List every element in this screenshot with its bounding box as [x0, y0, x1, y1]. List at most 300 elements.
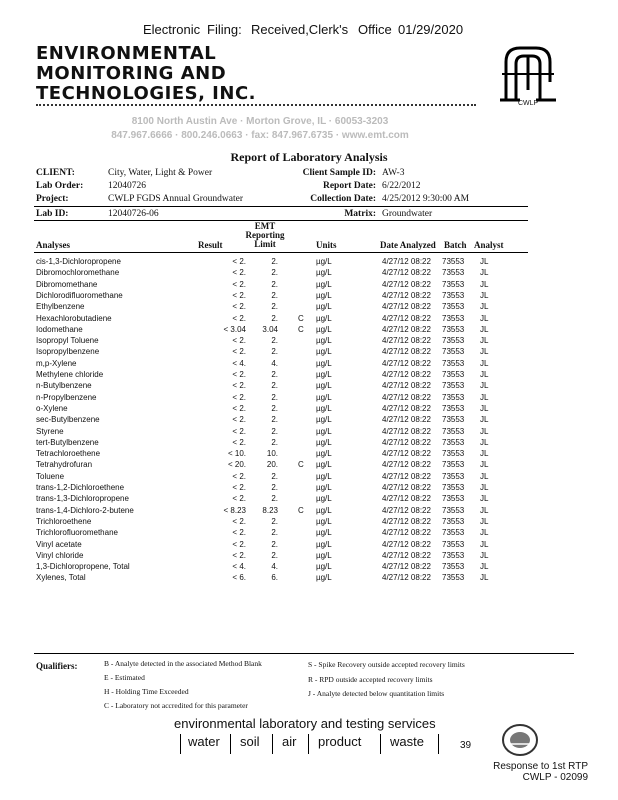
batch-number: 73553: [442, 449, 465, 459]
date-analyzed: 4/27/12 08:22: [382, 505, 431, 515]
result-value: < 2.: [232, 290, 246, 300]
footer-tagline: environmental laboratory and testing services: [174, 716, 436, 731]
analyst-initials: JL: [480, 358, 489, 368]
date-analyzed: 4/27/12 08:22: [382, 336, 431, 346]
date-analyzed: 4/27/12 08:22: [382, 403, 431, 413]
analysis-name: 1,3-Dichloropropene, Total: [36, 562, 130, 572]
reporting-limit: 20.: [266, 460, 278, 470]
analysis-name: Vinyl acetate: [36, 539, 82, 549]
result-value: < 2.: [232, 426, 246, 436]
col-emt-line1: EMT: [254, 221, 276, 231]
date-analyzed: 4/27/12 08:22: [382, 562, 431, 572]
service-water: water: [188, 734, 220, 749]
analyst-initials: JL: [480, 471, 489, 481]
units-value: µg/L: [316, 313, 332, 323]
reporting-limit: 2.: [271, 516, 278, 526]
qualifier-c: C - Laboratory not accredited for this parameter: [104, 701, 248, 710]
company-name-line1: ENVIRONMENTAL: [36, 43, 217, 64]
analyst-initials: JL: [480, 279, 489, 289]
analysis-name: sec-Butylbenzene: [36, 415, 100, 425]
lab-id-value: 12040726-06: [108, 209, 159, 219]
date-analyzed: 4/27/12 08:22: [382, 381, 431, 391]
units-value: µg/L: [316, 257, 332, 266]
reporting-limit: 2.: [271, 483, 278, 492]
batch-number: 73553: [442, 257, 465, 266]
date-analyzed: 4/27/12 08:22: [382, 460, 431, 470]
reporting-limit: 2.: [271, 471, 278, 481]
batch-number: 73553: [442, 268, 465, 278]
date-analyzed: 4/27/12 08:22: [382, 415, 431, 425]
matrix-label: Matrix:: [344, 209, 376, 219]
result-value: < 2.: [232, 471, 246, 481]
units-value: µg/L: [316, 336, 332, 346]
batch-number: 73553: [442, 528, 465, 538]
analyst-initials: JL: [480, 336, 489, 346]
result-value: < 2.: [232, 392, 246, 402]
table-row: [34, 313, 528, 324]
units-value: µg/L: [316, 550, 332, 560]
result-value: < 2.: [232, 336, 246, 346]
table-row: [34, 346, 528, 357]
filing-label-office: Office: [358, 22, 392, 37]
units-value: µg/L: [316, 415, 332, 425]
reporting-limit: 2.: [271, 290, 278, 300]
batch-number: 73553: [442, 562, 465, 572]
result-value: < 3.04: [223, 324, 246, 334]
report-date-value: 6/22/2012: [382, 181, 421, 191]
header-rule-top: [34, 206, 528, 207]
report-date-label: Report Date:: [322, 181, 376, 191]
analysis-name: Methylene chloride: [36, 370, 104, 379]
col-batch: Batch: [444, 240, 467, 250]
table-row: [34, 380, 528, 391]
reporting-limit: 2.: [271, 539, 278, 549]
batch-number: 73553: [442, 505, 465, 515]
units-value: µg/L: [316, 471, 332, 481]
table-row: [34, 550, 528, 561]
table-row: [34, 358, 528, 369]
table-row: [34, 403, 528, 414]
client-label: CLIENT:: [36, 168, 75, 178]
reporting-limit: 2.: [271, 336, 278, 346]
analyst-initials: JL: [480, 483, 489, 492]
units-value: µg/L: [316, 573, 332, 583]
qualifier-j: J - Analyte detected below quantitation limits: [308, 689, 445, 698]
reporting-limit: 2.: [271, 415, 278, 425]
reporting-limit: 6.: [271, 573, 278, 583]
batch-number: 73553: [442, 550, 465, 560]
reporting-limit: 2.: [271, 437, 278, 447]
date-analyzed: 4/27/12 08:22: [382, 494, 431, 504]
logo-caption: CWLP: [518, 100, 539, 107]
header-divider: [36, 104, 476, 106]
header-rule-mid: [34, 220, 528, 221]
batch-number: 73553: [442, 381, 465, 391]
reporting-limit: 2.: [271, 370, 278, 379]
analysis-name: trans-1,3-Dichloropropene: [36, 494, 129, 504]
company-logo-icon: [498, 40, 558, 104]
analysis-name: trans-1,4-Dichloro-2-butene: [36, 505, 134, 515]
table-row: [34, 539, 528, 550]
analysis-name: Xylenes, Total: [36, 573, 86, 583]
analysis-name: Ethylbenzene: [36, 302, 85, 312]
result-value: < 20.: [227, 460, 246, 470]
reporting-limit: 2.: [271, 347, 278, 357]
batch-number: 73553: [442, 290, 465, 300]
table-row: [34, 493, 528, 504]
result-value: < 2.: [232, 403, 246, 413]
analysis-name: Dibromomethane: [36, 279, 98, 289]
analysis-name: n-Butylbenzene: [36, 381, 92, 391]
analysis-name: Trichloroethene: [36, 516, 92, 526]
result-value: < 6.: [232, 573, 246, 583]
client-sample-value: AW-3: [382, 168, 405, 178]
units-value: µg/L: [316, 516, 332, 526]
reporting-limit: 2.: [271, 257, 278, 266]
batch-number: 73553: [442, 370, 465, 379]
analyst-initials: JL: [480, 370, 489, 379]
reporting-limit: 3.04: [262, 324, 278, 334]
analyst-initials: JL: [480, 460, 489, 470]
reporting-limit: 2.: [271, 426, 278, 436]
result-value: < 2.: [232, 370, 246, 379]
table-row: [34, 256, 528, 267]
analysis-name: trans-1,2-Dichloroethene: [36, 483, 125, 492]
table-row: [34, 267, 528, 278]
batch-number: 73553: [442, 437, 465, 447]
col-emt-line3: Limit: [254, 239, 276, 249]
batch-number: 73553: [442, 573, 465, 583]
units-value: µg/L: [316, 290, 332, 300]
batch-number: 73553: [442, 516, 465, 526]
qualifiers-title: Qualifiers:: [36, 661, 78, 671]
analyst-initials: JL: [480, 415, 489, 425]
reporting-limit: 2.: [271, 381, 278, 391]
batch-number: 73553: [442, 483, 465, 492]
batch-number: 73553: [442, 494, 465, 504]
date-analyzed: 4/27/12 08:22: [382, 550, 431, 560]
date-analyzed: 4/27/12 08:22: [382, 370, 431, 379]
analyst-initials: JL: [480, 381, 489, 391]
reporting-limit: 2.: [271, 528, 278, 538]
analysis-name: Toluene: [36, 471, 65, 481]
analyst-initials: JL: [480, 562, 489, 572]
date-analyzed: 4/27/12 08:22: [382, 279, 431, 289]
batch-number: 73553: [442, 279, 465, 289]
qualifier-e: E - Estimated: [104, 673, 145, 682]
qualifier-h: H - Holding Time Exceeded: [104, 687, 189, 696]
project-label: Project:: [36, 194, 69, 204]
analyst-initials: JL: [480, 437, 489, 447]
analysis-name: Trichlorofluoromethane: [36, 528, 118, 538]
analyst-initials: JL: [480, 550, 489, 560]
analyst-initials: JL: [480, 449, 489, 459]
units-value: µg/L: [316, 302, 332, 312]
table-row: [34, 301, 528, 312]
table-row: [34, 279, 528, 290]
company-name-line3: TECHNOLOGIES, INC.: [36, 83, 256, 104]
table-row: [34, 448, 528, 459]
result-value: < 2.: [232, 347, 246, 357]
document-code: CWLP - 02099: [522, 772, 588, 783]
result-value: < 2.: [232, 494, 246, 504]
qualifier-code: C: [298, 460, 304, 470]
analysis-name: Isopropyl Toluene: [36, 336, 99, 346]
analysis-name: Tetrahydrofuran: [36, 460, 93, 470]
company-address: 8100 North Austin Ave · Morton Grove, IL · 60053-3203: [131, 116, 389, 127]
table-row: [34, 335, 528, 346]
col-result: Result: [198, 240, 223, 250]
result-value: < 2.: [232, 483, 246, 492]
date-analyzed: 4/27/12 08:22: [382, 437, 431, 447]
service-soil: soil: [240, 734, 260, 749]
qualifier-code: C: [298, 324, 304, 334]
client-sample-label: Client Sample ID:: [302, 168, 376, 178]
filing-label-filing: Filing:: [207, 22, 242, 37]
column-header-rule: [34, 252, 528, 253]
table-row: [34, 572, 528, 583]
qualifier-b: B - Analyte detected in the associated Method Blank: [104, 659, 262, 668]
result-value: < 2.: [232, 415, 246, 425]
date-analyzed: 4/27/12 08:22: [382, 516, 431, 526]
table-row: [34, 516, 528, 527]
units-value: µg/L: [316, 494, 332, 504]
filing-label-received: Received,Clerk's: [251, 22, 349, 37]
analyst-initials: JL: [480, 302, 489, 312]
units-value: µg/L: [316, 539, 332, 549]
analysis-name: Tetrachloroethene: [36, 449, 101, 459]
units-value: µg/L: [316, 426, 332, 436]
batch-number: 73553: [442, 392, 465, 402]
result-value: < 10.: [227, 449, 246, 459]
response-note: [468, 761, 588, 783]
result-value: < 8.23: [223, 505, 246, 515]
units-value: µg/L: [316, 460, 332, 470]
date-analyzed: 4/27/12 08:22: [382, 268, 431, 278]
analyst-initials: JL: [480, 313, 489, 323]
units-value: µg/L: [316, 562, 332, 572]
reporting-limit: 2.: [271, 268, 278, 278]
reporting-limit: 4.: [271, 358, 278, 368]
table-row: [34, 437, 528, 448]
units-value: µg/L: [316, 449, 332, 459]
analyst-initials: JL: [480, 268, 489, 278]
analysis-name: m,p-Xylene: [36, 358, 77, 368]
analysis-name: Isopropylbenzene: [36, 347, 100, 357]
batch-number: 73553: [442, 426, 465, 436]
analyst-initials: JL: [480, 573, 489, 583]
analysis-name: cis-1,3-Dichloropropene: [36, 257, 121, 266]
matrix-value: Groundwater: [382, 209, 433, 219]
reporting-limit: 8.23: [262, 505, 278, 515]
units-value: µg/L: [316, 381, 332, 391]
service-air: air: [282, 734, 297, 749]
batch-number: 73553: [442, 302, 465, 312]
units-value: µg/L: [316, 403, 332, 413]
analysis-name: tert-Butylbenzene: [36, 437, 99, 447]
reporting-limit: 4.: [271, 562, 278, 572]
collection-date-value: 4/25/2012 9:30:00 AM: [382, 194, 470, 204]
batch-number: 73553: [442, 539, 465, 549]
page-number: 39: [460, 740, 472, 751]
table-row: [34, 290, 528, 301]
qualifiers-rule: [34, 653, 574, 654]
result-value: < 2.: [232, 516, 246, 526]
units-value: µg/L: [316, 358, 332, 368]
analyst-initials: JL: [480, 528, 489, 538]
table-row: [34, 324, 528, 335]
date-analyzed: 4/27/12 08:22: [382, 392, 431, 402]
analyst-initials: JL: [480, 257, 489, 266]
table-row: [34, 561, 528, 572]
result-value: < 2.: [232, 313, 246, 323]
table-row: [34, 471, 528, 482]
date-analyzed: 4/27/12 08:22: [382, 426, 431, 436]
batch-number: 73553: [442, 347, 465, 357]
analyst-initials: JL: [480, 324, 489, 334]
units-value: µg/L: [316, 505, 332, 515]
date-analyzed: 4/27/12 08:22: [382, 313, 431, 323]
batch-number: 73553: [442, 471, 465, 481]
reporting-limit: 10.: [266, 449, 278, 459]
date-analyzed: 4/27/12 08:22: [382, 358, 431, 368]
batch-number: 73553: [442, 324, 465, 334]
units-value: µg/L: [316, 370, 332, 379]
analysis-name: Dibromochloromethane: [36, 268, 120, 278]
date-analyzed: 4/27/12 08:22: [382, 324, 431, 334]
client-value: City, Water, Light & Power: [108, 168, 213, 178]
units-value: µg/L: [316, 324, 332, 334]
reporting-limit: 2.: [271, 550, 278, 560]
result-value: < 2.: [232, 268, 246, 278]
batch-number: 73553: [442, 358, 465, 368]
date-analyzed: 4/27/12 08:22: [382, 573, 431, 583]
units-value: µg/L: [316, 268, 332, 278]
analyst-initials: JL: [480, 539, 489, 549]
units-value: µg/L: [316, 392, 332, 402]
analyst-initials: JL: [480, 426, 489, 436]
analyst-initials: JL: [480, 494, 489, 504]
batch-number: 73553: [442, 415, 465, 425]
reporting-limit: 2.: [271, 403, 278, 413]
company-name: [36, 44, 256, 104]
result-value: < 2.: [232, 437, 246, 447]
company-name-line2: MONITORING AND: [36, 63, 227, 84]
date-analyzed: 4/27/12 08:22: [382, 302, 431, 312]
table-row: [34, 459, 528, 470]
lab-order-value: 12040726: [108, 181, 146, 191]
analysis-name: o-Xylene: [36, 403, 68, 413]
company-phone: 847.967.6666 · 800.246.0663 · fax: 847.967.6735 · www.emt.com: [111, 130, 409, 141]
col-analyst: Analyst: [474, 240, 504, 250]
date-analyzed: 4/27/12 08:22: [382, 528, 431, 538]
analyst-initials: JL: [480, 392, 489, 402]
collection-date-label: Collection Date:: [310, 194, 376, 204]
analyst-initials: JL: [480, 505, 489, 515]
analysis-name: Hexachlorobutadiene: [36, 313, 112, 323]
result-value: < 2.: [232, 381, 246, 391]
service-product: product: [318, 734, 362, 749]
lab-id-label: Lab ID:: [36, 209, 69, 219]
analysis-name: Styrene: [36, 426, 64, 436]
table-row: [34, 527, 528, 538]
analyst-initials: JL: [480, 516, 489, 526]
lab-order-label: Lab Order:: [36, 181, 84, 191]
reporting-limit: 2.: [271, 392, 278, 402]
analyst-initials: JL: [480, 290, 489, 300]
date-analyzed: 4/27/12 08:22: [382, 449, 431, 459]
reporting-limit: 2.: [271, 494, 278, 504]
batch-number: 73553: [442, 313, 465, 323]
col-analyses: Analyses: [36, 240, 71, 250]
report-title: Report of Laboratory Analysis: [230, 150, 388, 164]
qualifier-code: C: [298, 505, 304, 515]
project-value: CWLP FGDS Annual Groundwater: [108, 194, 244, 204]
result-value: < 2.: [232, 539, 246, 549]
table-row: [34, 369, 528, 380]
qualifier-s: S - Spike Recovery outside accepted recovery limits: [308, 660, 465, 669]
reporting-limit: 2.: [271, 313, 278, 323]
filing-date: 01/29/2020: [398, 22, 464, 37]
table-row: [34, 426, 528, 437]
date-analyzed: 4/27/12 08:22: [382, 539, 431, 549]
units-value: µg/L: [316, 279, 332, 289]
qualifier-code: C: [298, 313, 304, 323]
units-value: µg/L: [316, 483, 332, 492]
batch-number: 73553: [442, 336, 465, 346]
col-emt-line2: Reporting: [245, 230, 285, 240]
result-value: < 2.: [232, 528, 246, 538]
units-value: µg/L: [316, 347, 332, 357]
table-row: [34, 414, 528, 425]
analysis-name: Dichlorodifluoromethane: [36, 290, 123, 300]
filing-label-electronic: Electronic: [143, 22, 201, 37]
col-units: Units: [316, 240, 337, 250]
result-value: < 2.: [232, 550, 246, 560]
date-analyzed: 4/27/12 08:22: [382, 290, 431, 300]
reporting-limit: 2.: [271, 279, 278, 289]
service-waste: waste: [390, 734, 424, 749]
table-row: [34, 505, 528, 516]
units-value: µg/L: [316, 528, 332, 538]
units-value: µg/L: [316, 437, 332, 447]
analyst-initials: JL: [480, 403, 489, 413]
reporting-limit: 2.: [271, 302, 278, 312]
analysis-name: Iodomethane: [36, 324, 83, 334]
response-label: Response to 1st RTP: [493, 761, 588, 772]
result-value: < 2.: [232, 257, 246, 266]
date-analyzed: 4/27/12 08:22: [382, 347, 431, 357]
result-value: < 4.: [232, 562, 246, 572]
batch-number: 73553: [442, 403, 465, 413]
qualifier-r: R - RPD outside accepted recovery limits: [308, 675, 433, 684]
col-emt-limit: [240, 222, 290, 249]
result-value: < 4.: [232, 358, 246, 368]
table-row: [34, 392, 528, 403]
date-analyzed: 4/27/12 08:22: [382, 257, 431, 266]
batch-number: 73553: [442, 460, 465, 470]
analyst-initials: JL: [480, 347, 489, 357]
date-analyzed: 4/27/12 08:22: [382, 483, 431, 492]
analysis-name: Vinyl chloride: [36, 550, 84, 560]
result-value: < 2.: [232, 302, 246, 312]
accreditation-seal-icon: [500, 722, 540, 758]
col-date-analyzed: Date Analyzed: [380, 240, 436, 250]
table-row: [34, 482, 528, 493]
date-analyzed: 4/27/12 08:22: [382, 471, 431, 481]
result-value: < 2.: [232, 279, 246, 289]
analysis-name: n-Propylbenzene: [36, 392, 97, 402]
